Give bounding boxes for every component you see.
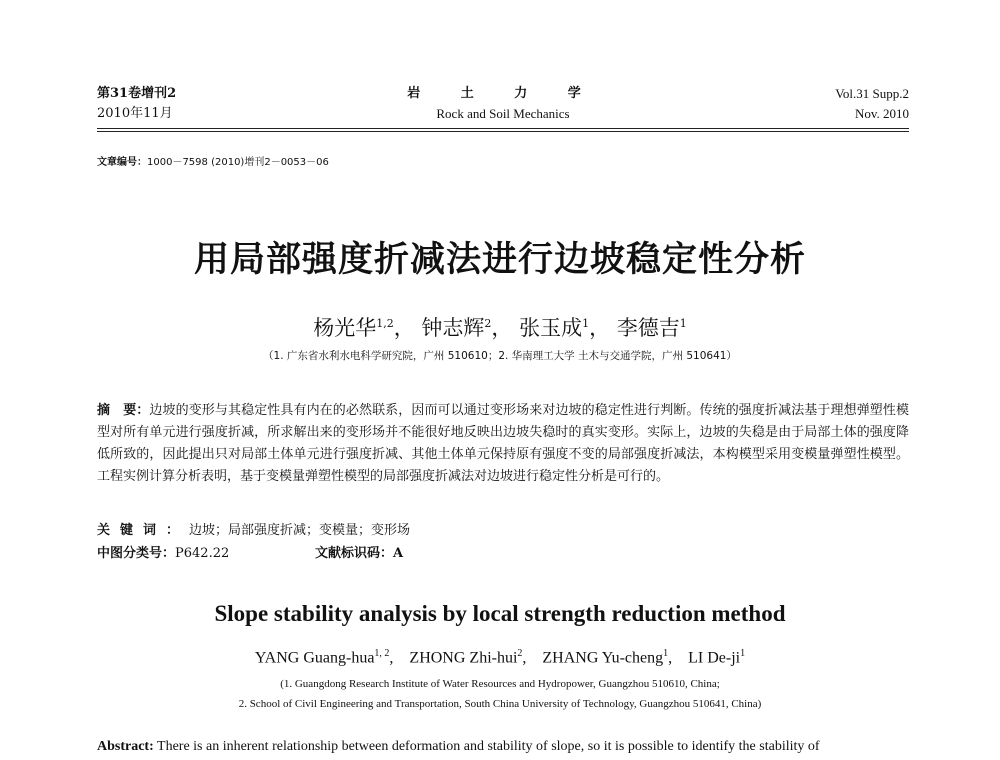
author-cn-affil: 1	[679, 317, 687, 330]
paper-title-cn: 用局部强度折减法进行边坡稳定性分析	[193, 240, 806, 280]
author-en: LI De-ji	[688, 649, 741, 667]
abstract-cn	[97, 400, 909, 488]
author-cn-affil: 1	[582, 317, 590, 330]
journal-name-cn: 岩 土 力 学	[407, 86, 599, 101]
author-cn: 张玉成	[519, 316, 583, 340]
article-number-value: 1000－7598 (2010)增刊2－0053－06	[147, 157, 329, 168]
author-en-affil: 1	[663, 648, 669, 659]
header-center	[97, 84, 909, 124]
clc-label: 中图分类号：	[97, 546, 176, 561]
doc-code-label: 文献标识码：	[315, 546, 394, 561]
author-separator: ,	[389, 649, 406, 667]
author-en: ZHONG Zhi-hui	[409, 649, 518, 667]
abstract-cn-label: 摘 要：	[97, 403, 150, 418]
author-cn-affil: 2	[484, 317, 492, 330]
volume-cn: 第31卷增刊2	[97, 86, 177, 101]
authors-cn	[0, 312, 1000, 342]
keywords-label: 关键词：	[97, 523, 190, 538]
abstract-en-label: Abstract:	[97, 739, 154, 754]
author-separator: ,	[668, 649, 685, 667]
author-cn: 李德吉	[616, 316, 680, 340]
doc-code-value: A	[393, 546, 404, 561]
volume-en: Vol.31 Supp.2	[835, 86, 909, 101]
author-cn-affil: 1,2	[376, 317, 394, 330]
abstract-cn-text: 边坡的变形与其稳定性具有内在的必然联系，因而可以通过变形场来对边坡的稳定性进行判断。传统的强度折减法基于理想弹塑性模型对所有单元进行强度折减，所求解出来的变形场并不能很好地反映出边坡失稳时的真实变形。实际上，边坡的失稳是由于局部土体的强度降低所致的，因此提出只对局部土体单元进行强度折减、其他土体单元保持原有强度不变的局部强度折减法，本构模型采用变模量弹塑性模型。工程实例计算分析表明，基于变模量弹塑性模型的局部强度折减法对边坡进行稳定性分析是可行的。	[97, 403, 909, 484]
article-number	[97, 153, 329, 168]
author-en: YANG Guang-hua	[254, 649, 375, 667]
authors-en	[0, 648, 1000, 667]
author-en-affil: 1, 2	[374, 648, 390, 659]
affiliation-en-line1: (1. Guangdong Research Institute of Water Resources and Hydropower, Guangzhou 510610, China;	[280, 678, 720, 690]
header-rule-second	[97, 131, 909, 132]
keywords-text: 边坡；局部强度折减；变模量；变形场	[189, 523, 411, 538]
author-en: ZHANG Yu-cheng	[542, 649, 664, 667]
author-cn: 钟志辉	[421, 316, 485, 340]
affiliation-cn: （1. 广东省水利水电科学研究院，广州 510610；2. 华南理工大学 土木与交通学院，广州 510641）	[263, 350, 737, 362]
date-cn: 2010年11月	[97, 106, 173, 121]
author-separator: ，	[393, 316, 415, 340]
journal-name-en: Rock and Soil Mechanics	[436, 106, 570, 121]
author-en-affil: 1	[740, 648, 746, 659]
abstract-en-text: There is an inherent relationship between deformation and stability of slope, so it is possible to identify the stability of	[153, 739, 820, 754]
classification-line	[97, 542, 697, 561]
author-separator: ,	[522, 649, 539, 667]
doc-code	[315, 542, 403, 561]
author-en-affil: 2	[517, 648, 523, 659]
author-separator: ，	[589, 316, 611, 340]
header-rule	[97, 128, 909, 129]
page-header	[97, 84, 909, 128]
author-cn: 杨光华	[313, 316, 377, 340]
header-right	[835, 84, 909, 124]
paper-title-en: Slope stability analysis by local strength reduction method	[214, 601, 786, 626]
clc-value: P642.22	[175, 546, 230, 561]
abstract-en	[97, 739, 909, 755]
keywords-cn	[97, 519, 410, 538]
affiliation-en-line2: 2. School of Civil Engineering and Transportation, South China University of Technology, Guangzhou 510641, China)	[238, 698, 762, 710]
article-number-label: 文章编号：	[97, 157, 147, 168]
author-separator: ，	[491, 316, 513, 340]
date-en: Nov. 2010	[854, 106, 909, 121]
